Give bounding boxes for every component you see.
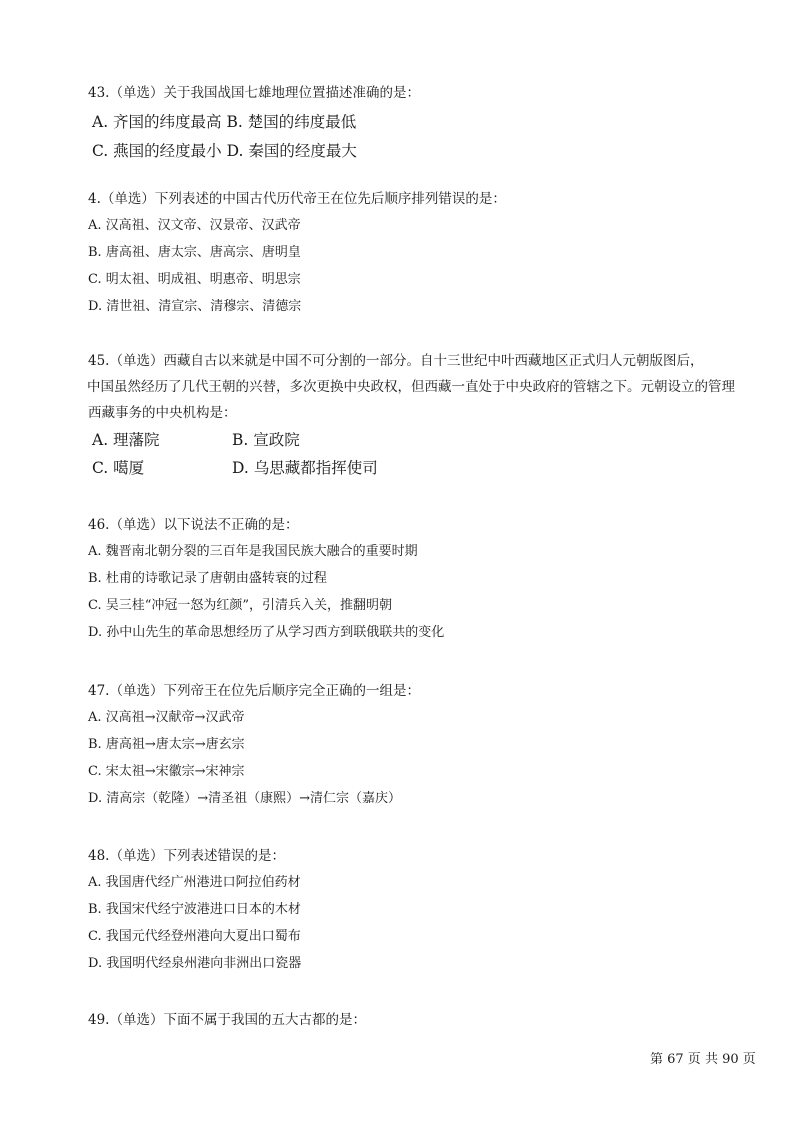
option-line: B. 唐高祖、唐太宗、唐高宗、唐明皇 [88,245,301,260]
option-line: A. 汉高祖→汉献帝→汉武帝 [88,710,245,725]
option-line: A. 齐国的纬度最高 B. 楚国的纬度最低 [92,113,357,131]
question-stem-line: 中国虽然经历了几代王朝的兴替，多次更换中央政权，但西藏一直处于中央政府的管辖之下。元朝设立的管理 [87,379,735,395]
option-line: A. 汉高祖、汉文帝、汉景帝、汉武帝 [88,218,301,233]
question-stem: 47.（单选）下列帝王在位先后顺序完全正确的一组是： [88,683,420,699]
option-line: C. 宋太祖→宋徽宗→宋神宗 [88,764,245,779]
option-a: A. 理藩院 [92,431,160,449]
option-line: D. 清世祖、清宣宗、清穆宗、清德宗 [88,299,302,314]
option-line: C. 明太祖、明成祖、明惠帝、明思宗 [88,272,301,287]
option-line: D. 清高宗（乾隆）→清圣祖（康熙）→清仁宗（嘉庆） [88,791,402,806]
question-stem-line: 西藏事务的中央机构是： [88,405,237,421]
option-row [88,454,748,482]
question-4 [88,186,748,320]
option-row [88,426,748,454]
option-line: C. 我国元代经登州港向大夏出口蜀布 [88,929,301,944]
question-47 [88,678,748,812]
option-line: A. 魏晋南北朝分裂的三百年是我国民族大融合的重要时期 [88,544,418,559]
option-line: C. 吴三桂“冲冠一怒为红颜”，引清兵入关，推翻明朝 [88,598,393,613]
question-stem: 48.（单选）下列表述错误的是： [88,848,285,864]
option-c: C. 噶厦 [92,459,145,477]
option-line: D. 我国明代经泉州港向非洲出口瓷器 [88,956,302,971]
question-49 [88,1007,748,1033]
option-line: A. 我国唐代经广州港进口阿拉伯药材 [88,875,301,890]
question-stem-line: 45.（单选）西藏自古以来就是中国不可分割的一部分。自十三世纪中叶西藏地区正式归人元朝版图后， [88,353,704,369]
page-number-footer: 第 67 页 共 90 页 [650,1052,756,1067]
option-b: B. 宣政院 [232,431,300,449]
question-46 [88,512,748,646]
question-stem: 4.（单选）下列表述的中国古代历代帝王在位先后顺序排列错误的是： [88,191,506,207]
question-stem: 49.（单选）下面不属于我国的五大古都的是： [88,1012,366,1028]
option-d: D. 乌思藏都指挥使司 [232,459,378,477]
question-45 [88,348,748,482]
option-line: C. 燕国的经度最小 D. 秦国的经度最大 [92,142,357,160]
option-line: B. 杜甫的诗歌记录了唐朝由盛转衰的过程 [88,571,327,586]
option-line: B. 我国宋代经宁波港进口日本的木材 [88,902,301,917]
question-stem: 43.（单选）关于我国战国七雄地理位置描述准确的是： [88,85,420,101]
option-line: D. 孙中山先生的革命思想经历了从学习西方到联俄联共的变化 [88,625,445,640]
question-43 [88,80,748,166]
option-line: B. 唐高祖→唐太宗→唐玄宗 [88,737,245,752]
question-48 [88,843,748,977]
question-stem: 46.（单选）以下说法不正确的是： [88,517,299,533]
